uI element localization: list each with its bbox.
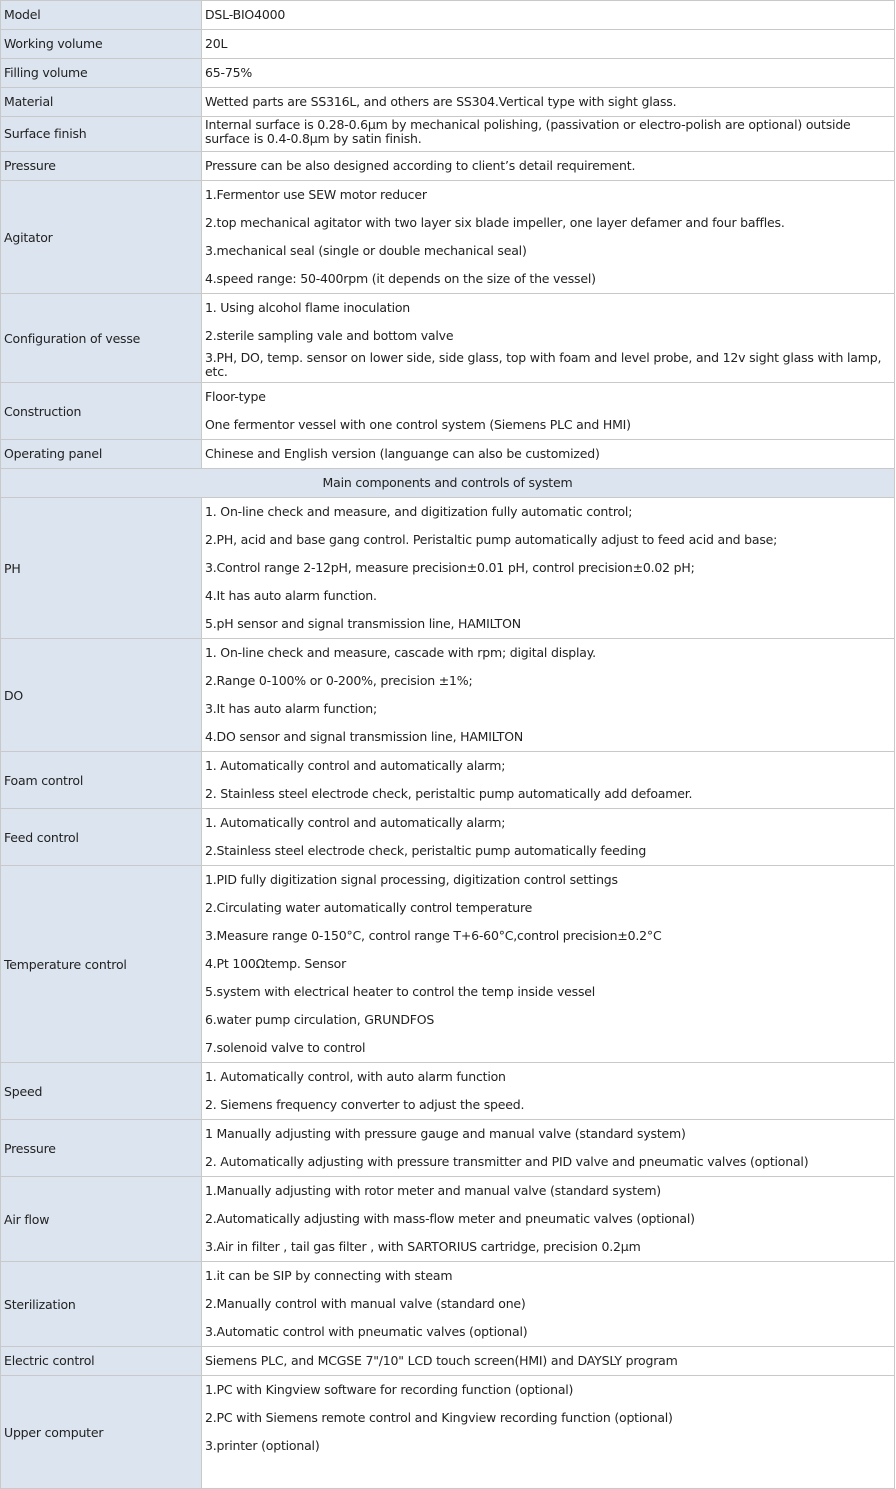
value-line: 6.water pump circulation, GRUNDFOS [205, 1006, 894, 1034]
row-label: Construction [1, 383, 202, 440]
value-line: Floor-type [205, 389, 266, 404]
value-line: 4.It has auto alarm function. [205, 588, 377, 603]
row-value [202, 639, 895, 752]
row-foam-control [1, 752, 895, 809]
value-line: 1.it can be SIP by connecting with steam [205, 1268, 453, 1283]
value-line: 1. On-line check and measure, and digitization fully automatic control; [205, 504, 633, 519]
value-line: 3.printer (optional) [205, 1438, 320, 1453]
row-label: Feed control [1, 809, 202, 866]
row-value: 20L [202, 30, 895, 59]
row-working-volume [1, 30, 895, 59]
row-value: Chinese and English version (languange can also be customized) [202, 440, 895, 469]
row-pressure-design [1, 152, 895, 181]
row-pressure-control [1, 1120, 895, 1177]
row-label: PH [1, 498, 202, 639]
value-line: 1. Using alcohol flame inoculation [205, 300, 411, 315]
row-value [202, 294, 895, 383]
row-value [202, 498, 895, 639]
row-label: Sterilization [1, 1262, 202, 1347]
value-line [205, 1460, 894, 1488]
row-sterilization [1, 1262, 895, 1347]
value-line: 1.PC with Kingview software for recording function (optional) [205, 1382, 574, 1397]
value-line: 5.system with electrical heater to control the temp inside vessel [205, 984, 596, 999]
row-value [202, 1063, 895, 1120]
value-line: 4.speed range: 50-400rpm (it depends on the size of the vessel) [205, 271, 596, 286]
value-line: 2. Siemens frequency converter to adjust the speed. [205, 1097, 525, 1112]
row-label: Operating panel [1, 440, 202, 469]
row-value [202, 1376, 895, 1489]
row-speed [1, 1063, 895, 1120]
row-ph [1, 498, 895, 639]
value-line: 2.Automatically adjusting with mass-flow meter and pneumatic valves (optional) [205, 1211, 695, 1226]
row-surface-finish [1, 117, 895, 152]
row-value: 65-75% [202, 59, 895, 88]
row-value: Siemens PLC, and MCGSE 7"/10" LCD touch screen(HMI) and DAYSLY program [202, 1347, 895, 1376]
row-value [202, 866, 895, 1063]
row-upper-computer [1, 1376, 895, 1489]
value-line: 7.solenoid valve to control [205, 1040, 366, 1055]
value-line: 3.mechanical seal (single or double mechanical seal) [205, 243, 527, 258]
value-line: 1 Manually adjusting with pressure gauge and manual valve (standard system) [205, 1126, 686, 1141]
row-label: Foam control [1, 752, 202, 809]
row-operating-panel [1, 440, 895, 469]
row-value: Pressure can be also designed according to client’s detail requirement. [202, 152, 895, 181]
row-label: Air flow [1, 1177, 202, 1262]
row-label: Pressure [1, 1120, 202, 1177]
row-label: Filling volume [1, 59, 202, 88]
row-label: Temperature control [1, 866, 202, 1063]
value-line: 2.Range 0-100% or 0-200%, precision ±1%; [205, 673, 473, 688]
row-value [202, 181, 895, 294]
row-feed-control [1, 809, 895, 866]
value-line: One fermentor vessel with one control system (Siemens PLC and HMI) [205, 417, 631, 432]
row-value [202, 752, 895, 809]
row-value [202, 383, 895, 440]
row-material [1, 88, 895, 117]
row-construction [1, 383, 895, 440]
row-label: Agitator [1, 181, 202, 294]
value-line: 3.Measure range 0-150°C, control range T+6-60°C,control precision±0.2°C [205, 928, 662, 943]
value-line: 1. Automatically control and automatically alarm; [205, 758, 506, 773]
value-line: 3.Automatic control with pneumatic valves (optional) [205, 1324, 528, 1339]
value-line: 2.PH, acid and base gang control. Peristaltic pump automatically adjust to feed acid and base; [205, 532, 778, 547]
section-header: Main components and controls of system [1, 469, 895, 498]
value-line: 2.top mechanical agitator with two layer six blade impeller, one layer defamer and four baffles. [205, 215, 785, 230]
value-line: 3.PH, DO, temp. sensor on lower side, side glass, top with foam and level probe, and 12v sight glass with lamp, etc. [205, 350, 882, 379]
row-agitator [1, 181, 895, 294]
value-line: 1.Fermentor use SEW motor reducer [205, 181, 894, 209]
value-line: 1.PID fully digitization signal processing, digitization control settings [205, 872, 618, 887]
value-line: 2. Automatically adjusting with pressure transmitter and PID valve and pneumatic valves (optional) [205, 1154, 809, 1169]
value-line: 1. Automatically control, with auto alarm function [205, 1069, 506, 1084]
value-line: 4.DO sensor and signal transmission line, HAMILTON [205, 729, 524, 744]
value-line: 3.Control range 2-12pH, measure precision±0.01 pH, control precision±0.02 pH; [205, 560, 695, 575]
row-label: Pressure [1, 152, 202, 181]
row-value: DSL-BIO4000 [202, 1, 895, 30]
row-value: Internal surface is 0.28-0.6μm by mechanical polishing, (passivation or electro-polish are optional) outside surface is 0.4-0.8μm by satin finish. [202, 117, 895, 152]
row-configuration [1, 294, 895, 383]
row-value [202, 809, 895, 866]
value-line: 1.Manually adjusting with rotor meter and manual valve (standard system) [205, 1183, 661, 1198]
value-line: 5.pH sensor and signal transmission line, HAMILTON [205, 616, 521, 631]
row-air-flow [1, 1177, 895, 1262]
row-do [1, 639, 895, 752]
row-label: Upper computer [1, 1376, 202, 1489]
value-line: 2.Manually control with manual valve (standard one) [205, 1296, 526, 1311]
row-value [202, 1262, 895, 1347]
row-label: Model [1, 1, 202, 30]
row-label: DO [1, 639, 202, 752]
value-line: 2.PC with Siemens remote control and Kingview recording function (optional) [205, 1410, 673, 1425]
row-label: Working volume [1, 30, 202, 59]
row-filling-volume [1, 59, 895, 88]
value-line: 3.Air in filter , tail gas filter , with SARTORIUS cartridge, precision 0.2μm [205, 1239, 641, 1254]
row-label: Speed [1, 1063, 202, 1120]
row-label: Electric control [1, 1347, 202, 1376]
value-line: 3.It has auto alarm function; [205, 701, 377, 716]
value-line: 4.Pt 100Ωtemp. Sensor [205, 956, 347, 971]
value-line: 2.Circulating water automatically control temperature [205, 900, 533, 915]
value-line: 2.Stainless steel electrode check, peristaltic pump automatically feeding [205, 843, 647, 858]
row-value [202, 1177, 895, 1262]
row-value [202, 1120, 895, 1177]
row-electric-control [1, 1347, 895, 1376]
value-line: 2. Stainless steel electrode check, peristaltic pump automatically add defoamer. [205, 786, 693, 801]
value-line: 1. Automatically control and automatically alarm; [205, 815, 506, 830]
row-label: Surface finish [1, 117, 202, 152]
row-label: Material [1, 88, 202, 117]
row-temperature-control [1, 866, 895, 1063]
row-value: Wetted parts are SS316L, and others are SS304.Vertical type with sight glass. [202, 88, 895, 117]
value-line: 1. On-line check and measure, cascade with rpm; digital display. [205, 645, 596, 660]
value-line: 2.sterile sampling vale and bottom valve [205, 328, 454, 343]
section-header-row [1, 469, 895, 498]
row-model [1, 1, 895, 30]
row-label: Configuration of vesse [1, 294, 202, 383]
